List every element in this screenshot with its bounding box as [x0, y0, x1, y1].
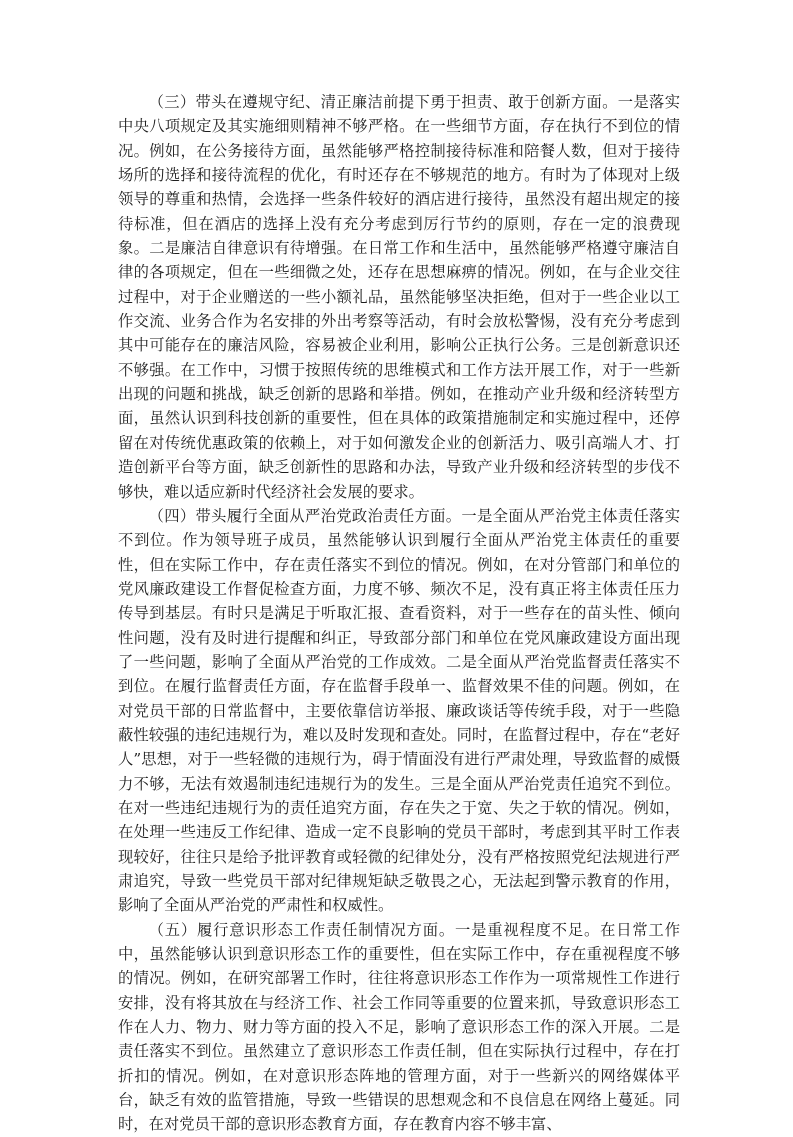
document-body	[118, 90, 680, 1137]
paragraph-section-five: （五）履行意识形态工作责任制情况方面。一是重视程度不足。在日常工作中，虽然能够认识到意识形态工作的重要性，但在实际工作中，存在重视程度不够的情况。例如，在研究部署工作时，往往将意识形态工作作为一项常规性工作进行安排，没有将其放在与经济工作、社会工作同等重要的位置来抓，导致意识形态工作在人力、物力、财力等方面的投入不足，影响了意识形态工作的深入开展。二是责任落实不到位。虽然建立了意识形态工作责任制，但在实际执行过程中，存在打折扣的情况。例如，在对意识形态阵地的管理方面，对于一些新兴的网络媒体平台，缺乏有效的监管措施，导致一些错误的思想观念和不良信息在网络上蔓延。同时，在对党员干部的意识形态教育方面，存在教育内容不够丰富、	[118, 920, 680, 1134]
paragraph-section-four: （四）带头履行全面从严治党政治责任方面。一是全面从严治党主体责任落实不到位。作为领导班子成员，虽然能够认识到履行全面从严治党主体责任的重要性，但在实际工作中，存在责任落实不到位的情况。例如，在对分管部门和单位的党风廉政建设工作督促检查方面，力度不够、频次不足，没有真正将主体责任压力传导到基层。有时只是满足于听取汇报、查看资料，对于一些存在的苗头性、倾向性问题，没有及时进行提醒和纠正，导致部分部门和单位在党风廉政建设方面出现了一些问题，影响了全面从严治党的工作成效。二是全面从严治党监督责任落实不到位。在履行监督责任方面，存在监督手段单一、监督效果不佳的问题。例如，在对党员干部的日常监督中，主要依靠信访举报、廉政谈话等传统手段，对于一些隐蔽性较强的违纪违规行为，难以及时发现和查处。同时，在监督过程中，存在“老好人”思想，对于一些轻微的违规行为，碍于情面没有进行严肃处理，导致监督的威慑力不够，无法有效遏制违纪违规行为的发生。三是全面从严治党责任追究不到位。在对一些违纪违规行为的责任追究方面，存在失之于宽、失之于软的情况。例如，在处理一些违反工作纪律、造成一定不良影响的党员干部时，考虑到其平时工作表现较好，往往只是给予批评教育或轻微的纪律处分，没有严格按照党纪法规进行严肃追究，导致一些党员干部对纪律规矩缺乏敬畏之心，无法起到警示教育的作用，影响了全面从严治党的严肃性和权威性。	[118, 506, 680, 915]
paragraph-section-three: （三）带头在遵规守纪、清正廉洁前提下勇于担责、敢于创新方面。一是落实中央八项规定及其实施细则精神不够严格。在一些细节方面，存在执行不到位的情况。例如，在公务接待方面，虽然能够严格控制接待标准和陪餐人数，但对于接待场所的选择和接待流程的优化，有时还存在不够规范的地方。有时为了体现对上级领导的尊重和热情，会选择一些条件较好的酒店进行接待，虽然没有超出规定的接待标准，但在酒店的选择上没有充分考虑到厉行节约的原则，存在一定的浪费现象。二是廉洁自律意识有待增强。在日常工作和生活中，虽然能够严格遵守廉洁自律的各项规定，但在一些细微之处，还存在思想麻痹的情况。例如，在与企业交往过程中，对于企业赠送的一些小额礼品，虽然能够坚决拒绝，但对于一些企业以工作交流、业务合作为名安排的外出考察等活动，有时会放松警惕，没有充分考虑到其中可能存在的廉洁风险，容易被企业利用，影响公正执行公务。三是创新意识还不够强。在工作中，习惯于按照传统的思维模式和工作方法开展工作，对于一些新出现的问题和挑战，缺乏创新的思路和举措。例如，在推动产业升级和经济转型方面，虽然认识到科技创新的重要性，但在具体的政策措施制定和实施过程中，还停留在对传统优惠政策的依赖上，对于如何激发企业的创新活力、吸引高端人才、打造创新平台等方面，缺乏创新性的思路和办法，导致产业升级和经济转型的步伐不够快，难以适应新时代经济社会发展的要求。	[118, 93, 680, 501]
